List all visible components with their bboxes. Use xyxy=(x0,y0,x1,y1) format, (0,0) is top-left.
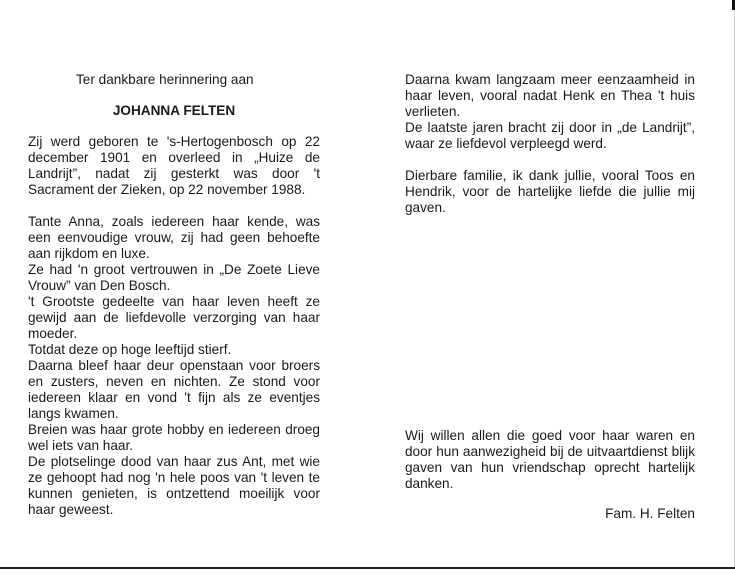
paragraph-family: Daarna bleef haar deur openstaan voor broers en zusters, neven en nichten. Ze stond voor iedereen klaar en vond 't fijn als ze eventjes langs kwamen. xyxy=(28,358,320,421)
paragraph-sister: De plotselinge dood van haar zus Ant, met wie ze gehoopt had nog 'n hele poos van 't leven te kunnen genieten, is ontzettend moeilijk voor haar geweest. xyxy=(28,454,320,517)
paragraph-last-years: De laatste jaren bracht zij door in „de Landrijt”, waar ze liefdevol verpleegd werd. xyxy=(405,120,695,151)
paragraph-loneliness: Daarna kwam langzaam meer eenzaamheid in haar leven, vooral nadat Henk en Thea 't huis verlieten. xyxy=(405,72,695,119)
paragraph-care: 't Grootste gedeelte van haar leven heeft ze gewijd aan de liefdevolle verzorging van haar moeder. xyxy=(28,294,320,341)
left-column xyxy=(28,72,320,518)
paragraph-faith: Ze had 'n groot vertrouwen in „De Zoete Lieve Vrouw” van Den Bosch. xyxy=(28,262,320,293)
paragraph-thanks-family: Dierbare familie, ik dank jullie, vooral Toos en Hendrik, voor de hartelijke liefde die jullie mij gaven. xyxy=(405,168,695,215)
deceased-name: JOHANNA FELTEN xyxy=(112,103,236,118)
paragraph-character: Tante Anna, zoals iedereen haar kende, was een eenvoudige vrouw, zij had geen behoefte aan rijkdom en luxe. xyxy=(28,214,320,261)
closing-block xyxy=(405,428,695,492)
closing-thanks: Wij willen allen die goed voor haar waren en door hun aanwezigheid bij de uitvaartdienst blijk gaven van hun vriendschap oprecht hartelijk danken. xyxy=(405,428,695,491)
family-signature: Fam. H. Felten xyxy=(605,506,695,521)
paragraph-birth-death: Zij werd geboren te 's-Hertogenbosch op 22 december 1901 en overleed in „Huize de Landrijt”, nadat zij gesterkt was door 't Sacrament der Zieken, op 22 november 1988. xyxy=(28,134,320,197)
paragraph-mother: Totdat deze op hoge leeftijd stierf. xyxy=(28,342,232,357)
scan-bottom-edge xyxy=(0,567,735,576)
intro-line: Ter dankbare herinnering aan xyxy=(76,72,254,87)
right-column xyxy=(405,72,695,216)
paragraph-hobby: Breien was haar grote hobby en iedereen droeg wel iets van haar. xyxy=(28,422,320,453)
